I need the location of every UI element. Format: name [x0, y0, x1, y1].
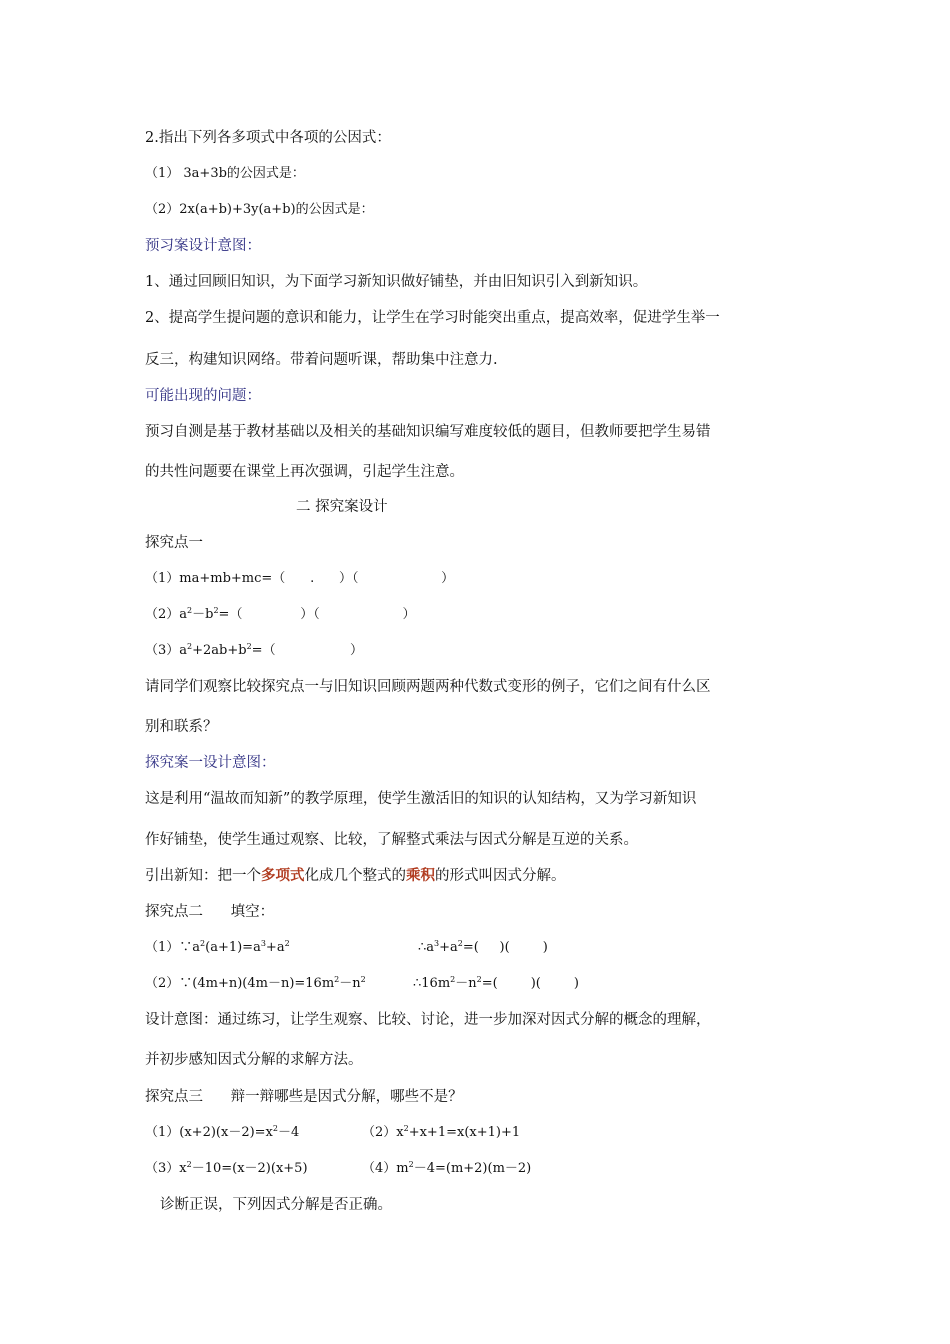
problems-line1: 预习自测是基于教材基础以及相关的基础知识编写难度较低的题目，但教师要把学生易错 [145, 424, 711, 440]
point1-intent-line2: 作好铺垫，使学生通过观察、比较，了解整式乘法与因式分解是互逆的关系。 [145, 832, 638, 848]
diagnose-line: 诊断正误，下列因式分解是否正确。 [160, 1197, 392, 1213]
point1-heading: 探究点一 [145, 535, 203, 551]
q2-title: 2.指出下列各多项式中各项的公因式： [145, 130, 391, 146]
preview-intent-p1: 1、通过回顾旧知识，为下面学习新知识做好铺垫，并由旧知识引入到新知识。 [145, 274, 648, 290]
point3-item-2: $(2)x^2+x+1=x(x+1)+1$ [362, 1124, 521, 1140]
q2-item-2: （2）2x(a+b)+3y(a+b)的公因式是： [145, 202, 374, 217]
point3-item-1: $(1)(x+2)(x-2)=x^2-4$ [145, 1124, 300, 1140]
point2-intent-line2: 并初步感知因式分解的求解方法。 [145, 1052, 363, 1068]
preview-intent-heading: 预习案设计意图： [145, 238, 261, 254]
point1-expr-1: （1）ma+mb+mc=（ . ）（ ） [145, 571, 455, 586]
preview-intent-p2-line1: 2、提高学生提问题的意识和能力，让学生在学习时能突出重点，提高效率，促进学生举一 [145, 310, 720, 326]
point1-expr-3: $(3)a^2+2ab+b^2=$（ ） [145, 642, 363, 658]
q2-item-1: （1） 3a+3b的公因式是： [145, 166, 305, 181]
definition-line: 引出新知：把一个多项式化成几个整式的乘积的形式叫因式分解。 [145, 867, 566, 884]
point1-intent-heading: 探究案一设计意图： [145, 755, 276, 771]
point3-heading: 探究点三 辩一辩哪些是因式分解，哪些不是？ [145, 1089, 463, 1105]
point2-heading: 探究点二 填空： [145, 904, 275, 920]
point2-row-1: $(1)\because a^2(a+1)=a^3+a^2$ [145, 939, 290, 955]
point1-intent-line1: 这是利用“温故而知新”的教学原理，使学生激活旧的知识的认知结构，又为学习新知识 [145, 791, 697, 807]
point1-expr-2: $(2)a^2-b^2=$（ ）（ ） [145, 606, 416, 622]
point3-item-4: $(4)m^2-4=(m+2)(m-2)$ [362, 1160, 532, 1176]
section-title: 二 探究案设计 [296, 499, 388, 515]
point2-intent-line1: 设计意图：通过练习，让学生观察、比较、讨论，进一步加深对因式分解的概念的理解， [145, 1012, 711, 1028]
point2-row-1-answer: $\therefore a^3+a^2=$( )( ) [418, 939, 548, 955]
problems-heading: 可能出现的问题： [145, 388, 261, 404]
preview-intent-p2-line2: 反三，构建知识网络。带着问题听课，帮助集中注意力. [145, 352, 498, 368]
point3-item-3: $(3)x^2-10=(x-2)(x+5)$ [145, 1160, 308, 1176]
point1-question-line2: 别和联系？ [145, 719, 218, 735]
point1-question-line1: 请同学们观察比较探究点一与旧知识回顾两题两种代数式变形的例子，它们之间有什么区 [145, 679, 711, 695]
highlight-product: 乘积 [406, 867, 435, 884]
point2-row-2: $(2)\because(4m+n)(4m-n)=16m^2-n^2$ [145, 975, 366, 991]
point2-row-2-answer: $\therefore 16m^2-n^2=$( )( ) [413, 975, 579, 991]
problems-line2: 的共性问题要在课堂上再次强调，引起学生注意。 [145, 464, 464, 480]
highlight-polynomial: 多项式 [261, 867, 305, 884]
